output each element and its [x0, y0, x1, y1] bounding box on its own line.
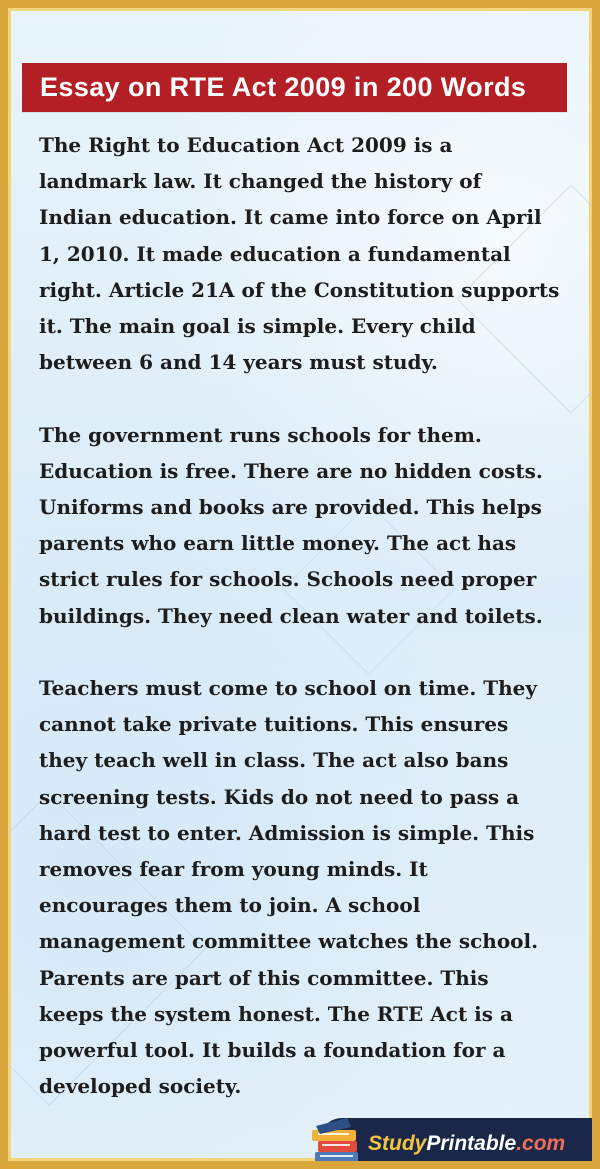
essay-line: screening tests. Kids do not need to pass a [39, 784, 520, 809]
essay-line: Education is free. There are no hidden costs. [39, 458, 543, 483]
books-icon [308, 1116, 366, 1169]
essay-line: Teachers must come to school on time. They [39, 676, 538, 701]
essay-line: buildings. They need clean water and toilets. [39, 603, 543, 628]
title-banner [22, 63, 567, 112]
essay-line: cannot take private tuitions. This ensures [39, 712, 509, 737]
essay-line: they teach well in class. The act also bans [39, 748, 509, 773]
essay-line: Parents are part of this committee. This [39, 965, 489, 990]
brand-domain-text: .com [516, 1132, 566, 1155]
essay-line: it. The main goal is simple. Every child [39, 314, 476, 339]
brand-logo [368, 1132, 565, 1156]
essay-line: between 6 and 14 years must study. [39, 350, 438, 375]
essay-line: keeps the system honest. The RTE Act is a [39, 1001, 513, 1026]
essay-line: powerful tool. It builds a foundation for a [39, 1038, 506, 1063]
essay-line: Uniforms and books are provided. This helps [39, 495, 542, 520]
essay-line: removes fear from young minds. It [39, 857, 428, 882]
essay-line: developed society. [39, 1074, 242, 1099]
essay-line: Indian education. It came into force on April [39, 205, 542, 230]
essay-line: hard test to enter. Admission is simple. This [39, 820, 535, 845]
essay-line: The government runs schools for them. [39, 422, 482, 447]
essay-line: strict rules for schools. Schools need proper [39, 567, 537, 592]
paragraph-2 [39, 417, 589, 634]
brand-printable-text: Printable [426, 1132, 517, 1155]
essay-line: parents who earn little money. The act has [39, 531, 517, 556]
essay-line: The Right to Education Act 2009 is a [39, 133, 453, 157]
essay-line: landmark law. It changed the history of [39, 169, 482, 194]
page-title: Essay on RTE Act 2009 in 200 Words [40, 72, 527, 102]
brand-study-text: Study [368, 1132, 427, 1155]
paragraph-1 [39, 127, 589, 380]
essay-line: right. Article 21A of the Constitution supports [39, 277, 560, 302]
essay-line: 1, 2010. It made education a fundamental [39, 241, 511, 266]
essay-line: encourages them to join. A school [39, 893, 421, 918]
paragraph-3 [39, 670, 589, 1104]
essay-body [39, 127, 589, 1141]
essay-line: management committee watches the school. [39, 929, 539, 954]
